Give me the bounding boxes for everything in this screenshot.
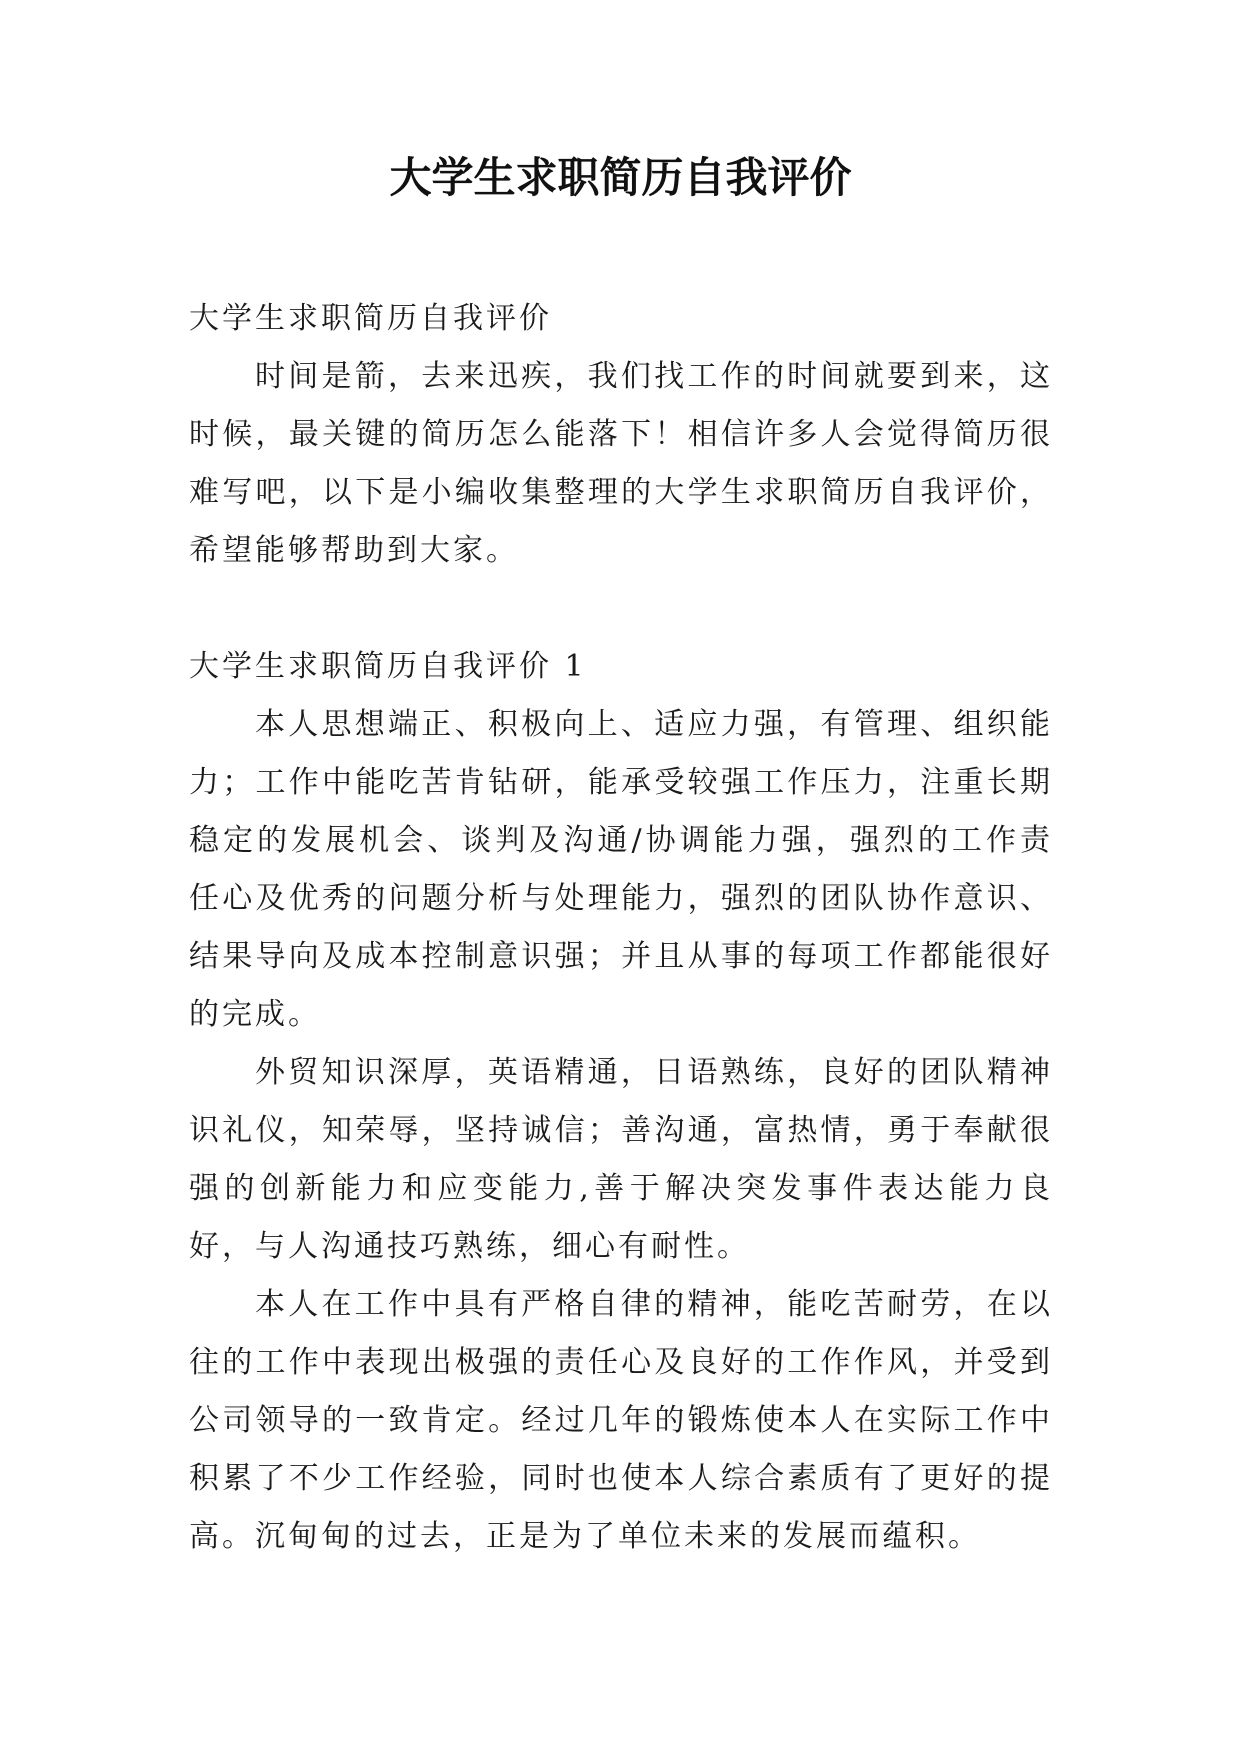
- document-body: [189, 290, 1053, 1566]
- paragraph-spacer: [189, 580, 1053, 638]
- section-heading: 大学生求职简历自我评价 1: [189, 649, 587, 684]
- intro-paragraph: 时间是箭，去来迅疾，我们找工作的时间就要到来，这时候，最关键的简历怎么能落下！相信许多人会觉得简历很难写吧，以下是小编收集整理的大学生求职简历自我评价，希望能够帮助到大家。: [189, 359, 1053, 568]
- document-subtitle: 大学生求职简历自我评价: [189, 301, 552, 336]
- section-paragraph: 外贸知识深厚，英语精通，日语熟练，良好的团队精神识礼仪，知荣辱，坚持诚信；善沟通，富热情，勇于奉献很强的创新能力和应变能力,善于解决突发事件表达能力良好，与人沟通技巧熟练，细心有耐性。: [189, 1055, 1053, 1264]
- section-paragraph: 本人思想端正、积极向上、适应力强，有管理、组织能力；工作中能吃苦肯钻研，能承受较强工作压力，注重长期稳定的发展机会、谈判及沟通/协调能力强，强烈的工作责任心及优秀的问题分析与处理能力，强烈的团队协作意识、结果导向及成本控制意识强；并且从事的每项工作都能很好的完成。: [189, 707, 1053, 1032]
- section-paragraph: 本人在工作中具有严格自律的精神，能吃苦耐劳，在以往的工作中表现出极强的责任心及良好的工作作风，并受到公司领导的一致肯定。经过几年的锻炼使本人在实际工作中积累了不少工作经验，同时也使本人综合素质有了更好的提高。沉甸甸的过去，正是为了单位未来的发展而蕴积。: [189, 1287, 1053, 1554]
- document-title: 大学生求职简历自我评价: [389, 153, 852, 202]
